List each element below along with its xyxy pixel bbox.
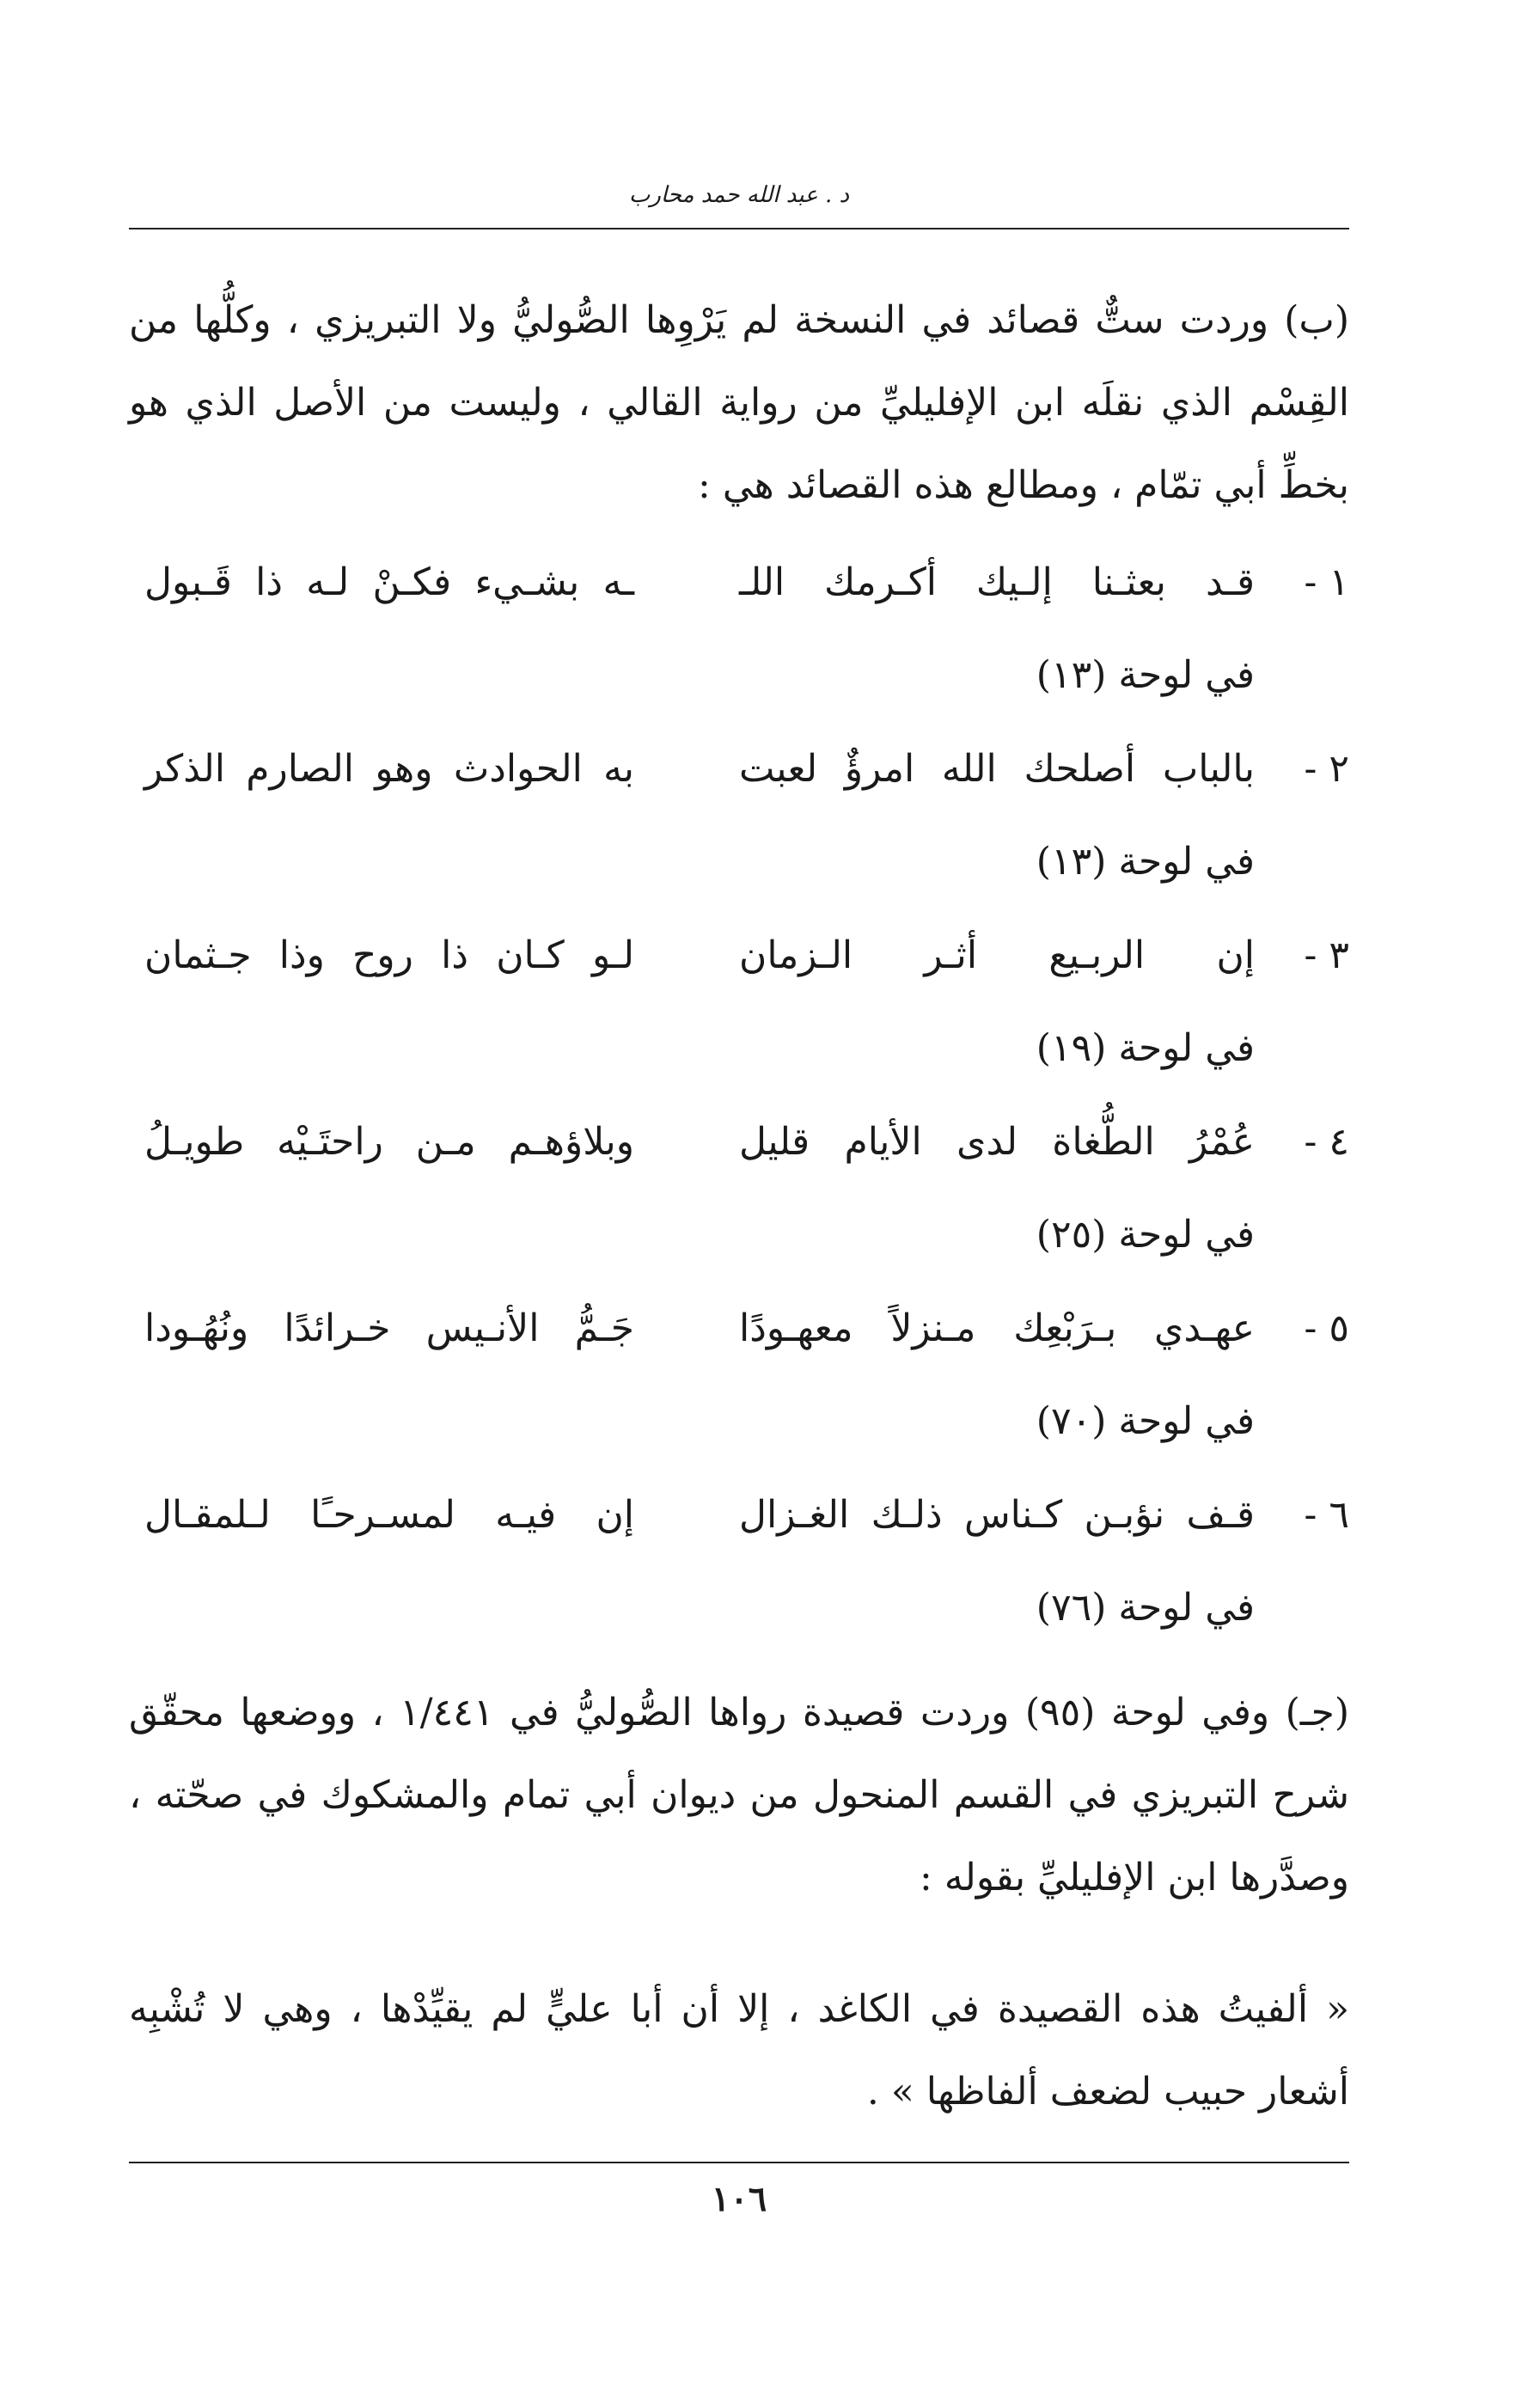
plate-reference: في لوحة (١٣) [1036, 653, 1255, 697]
second-hemistich: إن فيـه لمسـرحـًا لـلمقـال [144, 1493, 634, 1537]
running-header: د . عبد الله حمد محارب [628, 182, 850, 208]
verse-line [129, 1101, 1349, 1184]
verse-line [129, 541, 1349, 624]
poem-list [129, 541, 1349, 1661]
paragraph-c: (جـ) وفي لوحة (٩٥) وردت قصيدة رواها الصُّوليُّ في ١/٤٤١ ، ووضعها محقّق شرح التبريزي في القسم المنحول من ديوان أبي تمام والمشكوك في صحّته ، وصدَّرها ابن الإفليليِّ بقوله : [129, 1691, 1349, 1900]
verse-line [129, 1288, 1349, 1370]
verse-line [129, 728, 1349, 811]
poem-entry-4 [129, 1101, 1349, 1288]
paragraph-b: (ب) وردت ستٌّ قصائد في النسخة لم يَرْوِها الصُّوليُّ ولا التبريزي ، وكلُّها من القِسْم الذي نقلَه ابن الإفليليِّ من رواية القالي ، وليست من الأصل الذي هو بخطِّ أبي تمّام ، ومطالع هذه القصائد هي : [129, 298, 1349, 507]
first-hemistich: قـد بعثـنا إلـيك أكـرمك اللـ [739, 560, 1255, 604]
footer-rule [129, 2162, 1349, 2163]
page-number: ١٠٦ [711, 2179, 767, 2219]
poem-number: ٤ - [1304, 1120, 1349, 1164]
first-hemistich: إن الربـيع أثـر الـزمان [739, 933, 1255, 977]
verse-line [129, 915, 1349, 997]
second-hemistich: وبلاؤهـم مـن راحتَـيْه طويـلُ [144, 1120, 634, 1164]
verse-line [129, 1474, 1349, 1557]
first-hemistich: بالباب أصلحك الله امرؤٌ لعبت [739, 747, 1255, 791]
poem-entry-3 [129, 915, 1349, 1101]
poem-number: ١ - [1304, 560, 1349, 604]
poem-number: ٣ - [1304, 933, 1349, 977]
plate-reference: في لوحة (١٩) [1036, 1026, 1255, 1070]
plate-reference: في لوحة (١٣) [1036, 840, 1255, 884]
first-hemistich: عُمْرُ الطُّغاة لدى الأيام قليل [739, 1120, 1255, 1164]
quotation: « ألفيتُ هذه القصيدة في الكاغد ، إلا أن أبا عليٍّ لم يقيِّدْها ، وهي لا تُشْبِه أشعار حبيب لضعف ألفاظها » . [129, 1987, 1349, 2114]
second-hemistich: ـه بشـيء فكـنْ لـه ذا قَـبول [144, 560, 634, 604]
first-hemistich: قـف نؤبـن كـناس ذلـك الغـزال [739, 1493, 1255, 1537]
second-hemistich: جَـمُّ الأنـيس خـرائدًا ونُهُـودا [144, 1306, 634, 1350]
poem-entry-6 [129, 1474, 1349, 1661]
plate-reference: في لوحة (٧٠) [1036, 1399, 1255, 1443]
poem-entry-1 [129, 541, 1349, 728]
poem-entry-2 [129, 728, 1349, 915]
header-rule [129, 228, 1349, 229]
poem-number: ٥ - [1304, 1306, 1349, 1350]
poem-entry-5 [129, 1288, 1349, 1474]
first-hemistich: عهـدي بـرَبْعِك مـنزلاً معهـودًا [739, 1306, 1255, 1350]
poem-number: ٢ - [1304, 747, 1349, 791]
plate-reference: في لوحة (٧٦) [1036, 1586, 1255, 1630]
poem-number: ٦ - [1304, 1493, 1349, 1537]
second-hemistich: به الحوادث وهو الصارم الذكر [144, 747, 634, 791]
plate-reference: في لوحة (٢٥) [1036, 1213, 1255, 1257]
second-hemistich: لـو كـان ذا روح وذا جـثمان [144, 933, 634, 977]
